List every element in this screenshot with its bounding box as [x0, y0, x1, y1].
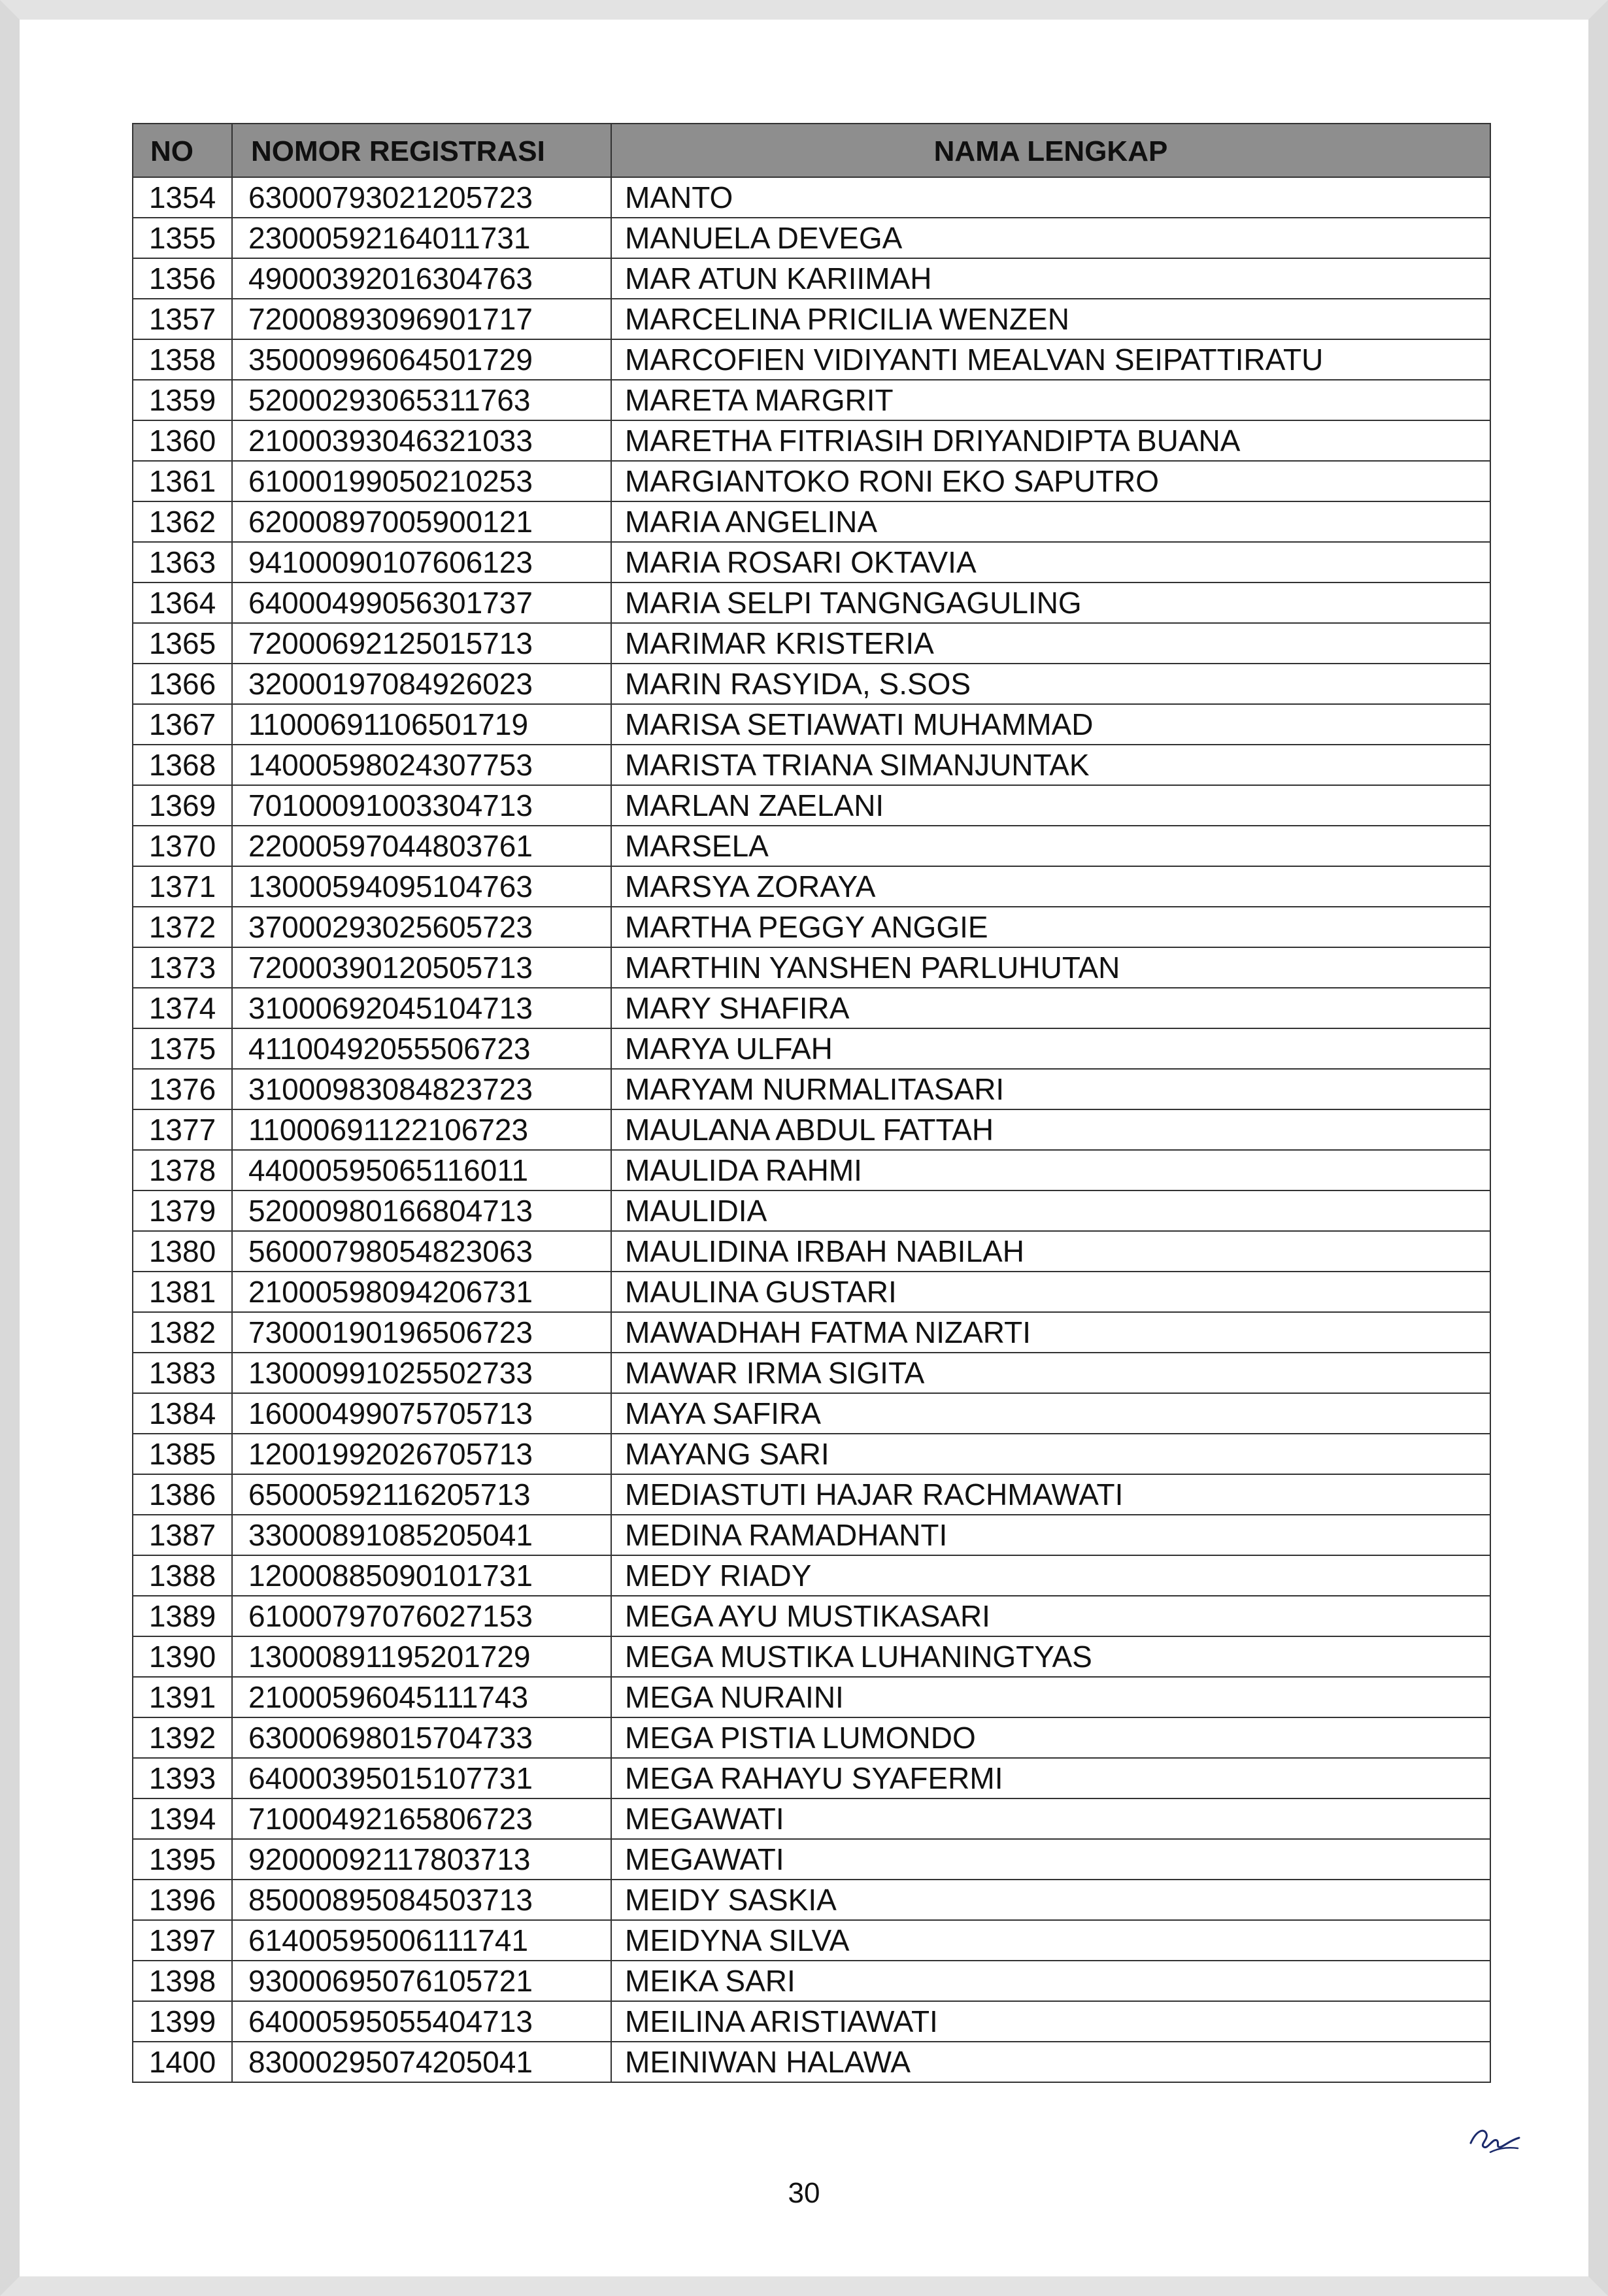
table-row: [133, 218, 1490, 258]
registration-number: 64000395015107731: [232, 1758, 611, 1798]
row-number: 1385: [133, 1434, 232, 1474]
registration-number: 85000895084503713: [232, 1880, 611, 1920]
row-number: 1383: [133, 1353, 232, 1393]
row-number: 1365: [133, 623, 232, 664]
registration-number: 94100090107606123: [232, 542, 611, 582]
full-name: MEGA PISTIA LUMONDO: [611, 1717, 1490, 1758]
table-row: [133, 826, 1490, 866]
table-row: [133, 299, 1490, 339]
table-row: [133, 664, 1490, 704]
full-name: MAULIDA RAHMI: [611, 1150, 1490, 1190]
row-number: 1395: [133, 1839, 232, 1880]
registration-number: 71000492165806723: [232, 1798, 611, 1839]
signature-icon: [1464, 2118, 1523, 2157]
row-number: 1378: [133, 1150, 232, 1190]
full-name: MEGA MUSTIKA LUHANINGTYAS: [611, 1636, 1490, 1677]
row-number: 1369: [133, 785, 232, 826]
registration-number: 93000695076105721: [232, 1961, 611, 2001]
table-row: [133, 1880, 1490, 1920]
registration-number: 52000980166804713: [232, 1190, 611, 1231]
table-row: [133, 907, 1490, 947]
full-name: MAR ATUN KARIIMAH: [611, 258, 1490, 299]
row-number: 1368: [133, 745, 232, 785]
full-name: MEINIWAN HALAWA: [611, 2042, 1490, 2082]
table-row: [133, 258, 1490, 299]
registration-number: 37000293025605723: [232, 907, 611, 947]
registration-number: 12000885090101731: [232, 1555, 611, 1596]
table-row: [133, 1028, 1490, 1069]
row-number: 1357: [133, 299, 232, 339]
row-number: 1380: [133, 1231, 232, 1272]
table-row: [133, 1150, 1490, 1190]
row-number: 1370: [133, 826, 232, 866]
full-name: MARLAN ZAELANI: [611, 785, 1490, 826]
full-name: MEGA NURAINI: [611, 1677, 1490, 1717]
document-page: [20, 20, 1588, 2276]
table-row: [133, 582, 1490, 623]
row-number: 1363: [133, 542, 232, 582]
row-number: 1397: [133, 1920, 232, 1961]
full-name: MARSELA: [611, 826, 1490, 866]
registration-number: 63000793021205723: [232, 177, 611, 218]
registration-number: 12001992026705713: [232, 1434, 611, 1474]
table-row: [133, 1231, 1490, 1272]
row-number: 1393: [133, 1758, 232, 1798]
registration-number: 31000983084823723: [232, 1069, 611, 1109]
table-row: [133, 947, 1490, 988]
full-name: MEGAWATI: [611, 1798, 1490, 1839]
registration-number: 23000592164011731: [232, 218, 611, 258]
full-name: MARYAM NURMALITASARI: [611, 1069, 1490, 1109]
full-name: MANUELA DEVEGA: [611, 218, 1490, 258]
table-header-row: [133, 124, 1490, 177]
row-number: 1400: [133, 2042, 232, 2082]
full-name: MAULIDIA: [611, 1190, 1490, 1231]
registration-number: 21000596045111743: [232, 1677, 611, 1717]
registration-number: 64000499056301737: [232, 582, 611, 623]
table-row: [133, 1393, 1490, 1434]
full-name: MARY SHAFIRA: [611, 988, 1490, 1028]
table-row: [133, 420, 1490, 461]
table-row: [133, 623, 1490, 664]
table-body: [133, 177, 1490, 2082]
registration-number: 72000390120505713: [232, 947, 611, 988]
header-no: NO: [133, 124, 232, 177]
full-name: MEGA RAHAYU SYAFERMI: [611, 1758, 1490, 1798]
row-number: 1367: [133, 704, 232, 745]
full-name: MEDINA RAMADHANTI: [611, 1515, 1490, 1555]
full-name: MARCELINA PRICILIA WENZEN: [611, 299, 1490, 339]
full-name: MARISA SETIAWATI MUHAMMAD: [611, 704, 1490, 745]
table-row: [133, 380, 1490, 420]
full-name: MARETHA FITRIASIH DRIYANDIPTA BUANA: [611, 420, 1490, 461]
row-number: 1386: [133, 1474, 232, 1515]
full-name: MAULINA GUSTARI: [611, 1272, 1490, 1312]
table-row: [133, 2042, 1490, 2082]
table-row: [133, 461, 1490, 501]
registration-number: 49000392016304763: [232, 258, 611, 299]
full-name: MEGA AYU MUSTIKASARI: [611, 1596, 1490, 1636]
table-row: [133, 1717, 1490, 1758]
registration-number: 31000692045104713: [232, 988, 611, 1028]
registration-number: 21000393046321033: [232, 420, 611, 461]
table-row: [133, 988, 1490, 1028]
row-number: 1377: [133, 1109, 232, 1150]
row-number: 1384: [133, 1393, 232, 1434]
registration-number: 64000595055404713: [232, 2001, 611, 2042]
table-row: [133, 1434, 1490, 1474]
full-name: MEIDYNA SILVA: [611, 1920, 1490, 1961]
registration-number: 61000199050210253: [232, 461, 611, 501]
table-row: [133, 704, 1490, 745]
full-name: MARIA ANGELINA: [611, 501, 1490, 542]
full-name: MARIN RASYIDA, S.SOS: [611, 664, 1490, 704]
full-name: MEIKA SARI: [611, 1961, 1490, 2001]
table-row: [133, 1677, 1490, 1717]
row-number: 1361: [133, 461, 232, 501]
row-number: 1359: [133, 380, 232, 420]
table-row: [133, 1069, 1490, 1109]
row-number: 1372: [133, 907, 232, 947]
full-name: MARCOFIEN VIDIYANTI MEALVAN SEIPATTIRATU: [611, 339, 1490, 380]
full-name: MAYA SAFIRA: [611, 1393, 1490, 1434]
table-row: [133, 177, 1490, 218]
registration-number: 16000499075705713: [232, 1393, 611, 1434]
registration-number: 33000891085205041: [232, 1515, 611, 1555]
row-number: 1374: [133, 988, 232, 1028]
table-row: [133, 785, 1490, 826]
full-name: MAWADHAH FATMA NIZARTI: [611, 1312, 1490, 1353]
row-number: 1373: [133, 947, 232, 988]
registration-number: 73000190196506723: [232, 1312, 611, 1353]
table-row: [133, 2001, 1490, 2042]
registration-number: 56000798054823063: [232, 1231, 611, 1272]
full-name: MARYA ULFAH: [611, 1028, 1490, 1069]
row-number: 1389: [133, 1596, 232, 1636]
row-number: 1358: [133, 339, 232, 380]
registration-number: 72000692125015713: [232, 623, 611, 664]
row-number: 1366: [133, 664, 232, 704]
row-number: 1396: [133, 1880, 232, 1920]
table-row: [133, 1272, 1490, 1312]
registration-number: 11000691106501719: [232, 704, 611, 745]
registration-number: 14000598024307753: [232, 745, 611, 785]
row-number: 1371: [133, 866, 232, 907]
row-number: 1375: [133, 1028, 232, 1069]
full-name: MAULANA ABDUL FATTAH: [611, 1109, 1490, 1150]
row-number: 1398: [133, 1961, 232, 2001]
row-number: 1362: [133, 501, 232, 542]
row-number: 1399: [133, 2001, 232, 2042]
registration-number: 13000594095104763: [232, 866, 611, 907]
registration-number: 92000092117803713: [232, 1839, 611, 1880]
table-row: [133, 1353, 1490, 1393]
full-name: MARIMAR KRISTERIA: [611, 623, 1490, 664]
registration-number: 21000598094206731: [232, 1272, 611, 1312]
registration-number: 61000797076027153: [232, 1596, 611, 1636]
row-number: 1391: [133, 1677, 232, 1717]
row-number: 1376: [133, 1069, 232, 1109]
table-row: [133, 339, 1490, 380]
registration-number: 13000891195201729: [232, 1636, 611, 1677]
row-number: 1379: [133, 1190, 232, 1231]
row-number: 1364: [133, 582, 232, 623]
row-number: 1392: [133, 1717, 232, 1758]
full-name: MEDIASTUTI HAJAR RACHMAWATI: [611, 1474, 1490, 1515]
row-number: 1354: [133, 177, 232, 218]
registration-number: 35000996064501729: [232, 339, 611, 380]
table-row: [133, 1798, 1490, 1839]
full-name: MARGIANTOKO RONI EKO SAPUTRO: [611, 461, 1490, 501]
table-row: [133, 1312, 1490, 1353]
table-row: [133, 1474, 1490, 1515]
header-name: NAMA LENGKAP: [611, 124, 1490, 177]
row-number: 1381: [133, 1272, 232, 1312]
registration-number: 32000197084926023: [232, 664, 611, 704]
table-row: [133, 1839, 1490, 1880]
full-name: MARIA ROSARI OKTAVIA: [611, 542, 1490, 582]
registration-number: 65000592116205713: [232, 1474, 611, 1515]
registration-number: 62000897005900121: [232, 501, 611, 542]
full-name: MARISTA TRIANA SIMANJUNTAK: [611, 745, 1490, 785]
registration-number: 13000991025502733: [232, 1353, 611, 1393]
row-number: 1382: [133, 1312, 232, 1353]
full-name: MAWAR IRMA SIGITA: [611, 1353, 1490, 1393]
table-row: [133, 542, 1490, 582]
table-row: [133, 1596, 1490, 1636]
full-name: MAYANG SARI: [611, 1434, 1490, 1474]
table-row: [133, 1190, 1490, 1231]
table-row: [133, 1515, 1490, 1555]
row-number: 1355: [133, 218, 232, 258]
registration-number: 63000698015704733: [232, 1717, 611, 1758]
registration-number: 83000295074205041: [232, 2042, 611, 2082]
registration-number: 61400595006111741: [232, 1920, 611, 1961]
full-name: MEIDY SASKIA: [611, 1880, 1490, 1920]
full-name: MAULIDINA IRBAH NABILAH: [611, 1231, 1490, 1272]
registration-number: 11000691122106723: [232, 1109, 611, 1150]
registration-table: [132, 123, 1491, 2083]
full-name: MEGAWATI: [611, 1839, 1490, 1880]
full-name: MEILINA ARISTIAWATI: [611, 2001, 1490, 2042]
full-name: MARSYA ZORAYA: [611, 866, 1490, 907]
header-registration: NOMOR REGISTRASI: [232, 124, 611, 177]
full-name: MARTHIN YANSHEN PARLUHUTAN: [611, 947, 1490, 988]
table-row: [133, 501, 1490, 542]
row-number: 1356: [133, 258, 232, 299]
row-number: 1390: [133, 1636, 232, 1677]
table-row: [133, 1636, 1490, 1677]
registration-number: 72000893096901717: [232, 299, 611, 339]
page-number: 30: [788, 2177, 820, 2209]
full-name: MEDY RIADY: [611, 1555, 1490, 1596]
table-row: [133, 866, 1490, 907]
registration-number: 41100492055506723: [232, 1028, 611, 1069]
row-number: 1387: [133, 1515, 232, 1555]
registration-number: 44000595065116011: [232, 1150, 611, 1190]
table-row: [133, 1109, 1490, 1150]
registration-number: 22000597044803761: [232, 826, 611, 866]
registration-number: 52000293065311763: [232, 380, 611, 420]
table-row: [133, 1555, 1490, 1596]
table-row: [133, 1961, 1490, 2001]
full-name: MARTHA PEGGY ANGGIE: [611, 907, 1490, 947]
table-row: [133, 1758, 1490, 1798]
full-name: MARIA SELPI TANGNGAGULING: [611, 582, 1490, 623]
full-name: MANTO: [611, 177, 1490, 218]
row-number: 1360: [133, 420, 232, 461]
full-name: MARETA MARGRIT: [611, 380, 1490, 420]
table-row: [133, 1920, 1490, 1961]
row-number: 1394: [133, 1798, 232, 1839]
table-row: [133, 745, 1490, 785]
registration-number: 70100091003304713: [232, 785, 611, 826]
row-number: 1388: [133, 1555, 232, 1596]
